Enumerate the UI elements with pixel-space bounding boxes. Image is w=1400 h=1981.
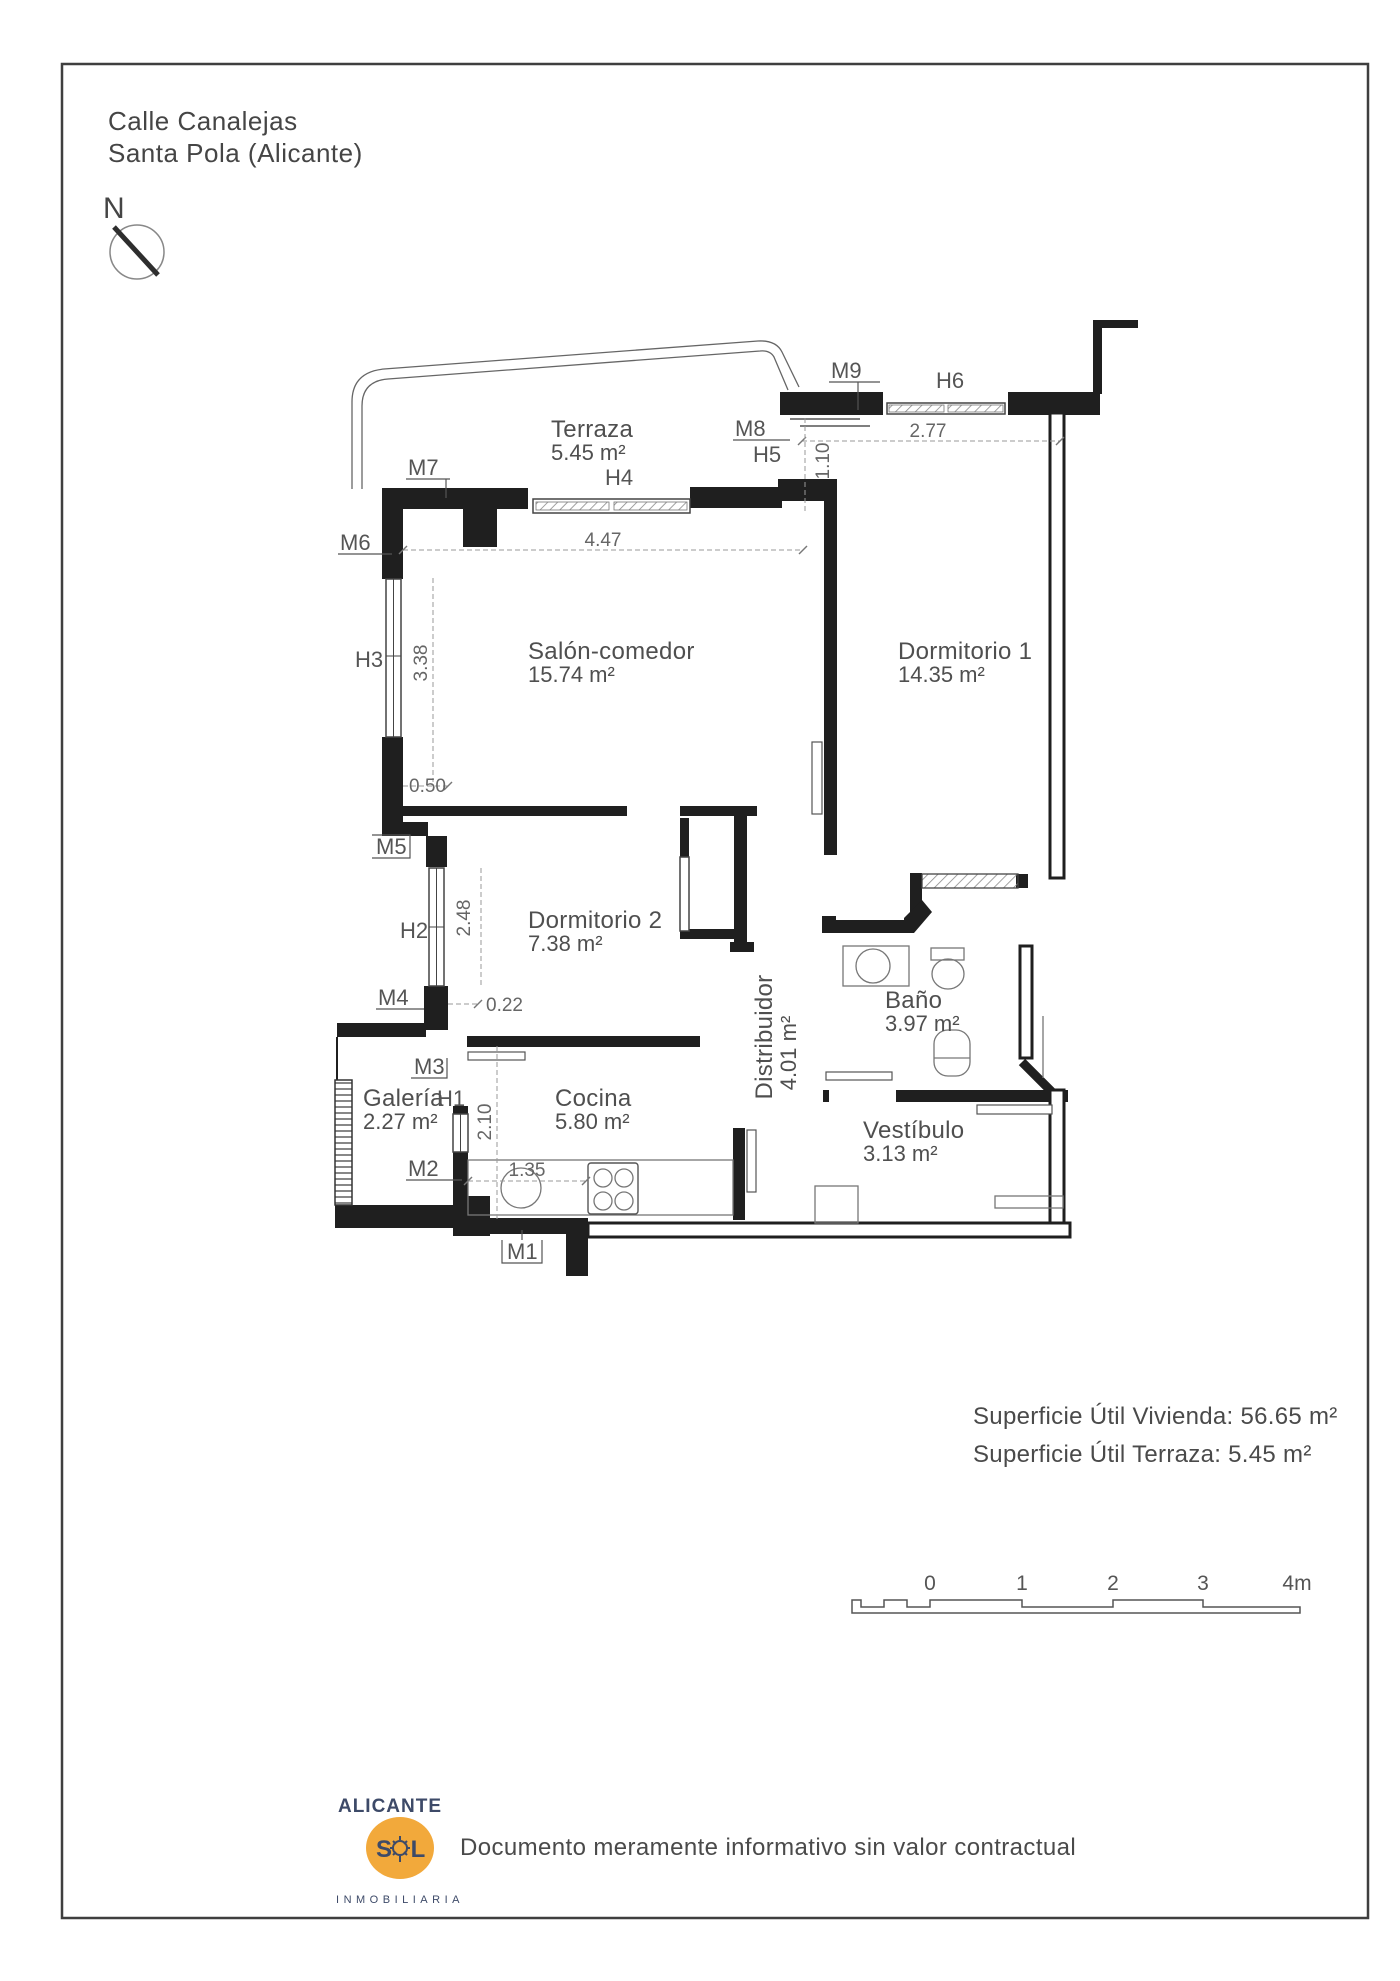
- dim-248: 2.48: [454, 899, 475, 937]
- dim-022: 0.22: [486, 995, 523, 1016]
- logo-sol-s: S: [375, 1836, 393, 1863]
- dim-110: 1.10: [813, 442, 834, 480]
- label-m9: M9: [831, 358, 862, 383]
- page-border: [62, 64, 1368, 1918]
- room-area-terraza: 5.45 m²: [551, 440, 626, 465]
- label-h5: H5: [753, 442, 782, 467]
- bano-toilet-bowl: [932, 959, 964, 989]
- label-h4: H4: [605, 465, 634, 490]
- dim-135: 1.35: [508, 1160, 546, 1181]
- room-area-cocina: 5.80 m²: [555, 1109, 630, 1134]
- label-m5: M5: [376, 834, 407, 859]
- label-m8: M8: [735, 416, 766, 441]
- door-leaf-bano: [826, 1072, 892, 1080]
- room-label-cocina: Cocina: [555, 1085, 632, 1112]
- north-needle: [114, 227, 158, 275]
- bano-sink-counter: [843, 946, 909, 986]
- window-h1: [453, 1114, 468, 1152]
- room-area-bano: 3.97 m²: [885, 1011, 960, 1036]
- logo-alicante-text: ALICANTE: [337, 1796, 443, 1817]
- summary-line1: Superficie Útil Vivienda: 56.65 m²: [973, 1403, 1338, 1430]
- bano-toilet-tank: [931, 948, 964, 960]
- window-h3: [386, 579, 401, 737]
- room-area-vestibulo: 3.13 m²: [863, 1141, 938, 1166]
- wardrobe-dorm1: [922, 874, 1018, 888]
- label-h3: H3: [355, 647, 384, 672]
- door-leaf-dormitorio1: [812, 742, 822, 814]
- scale-4m: 4m: [1282, 1572, 1312, 1595]
- scale-3: 3: [1197, 1572, 1209, 1595]
- dim-447: 4.47: [584, 530, 622, 551]
- room-label-terraza: Terraza: [551, 416, 634, 443]
- label-m3: M3: [414, 1054, 445, 1079]
- scale-1: 1: [1016, 1572, 1028, 1595]
- north-label: N: [103, 192, 126, 225]
- room-area-salon: 15.74 m²: [528, 662, 615, 687]
- room-label-dormitorio1: Dormitorio 1: [898, 638, 1033, 665]
- logo-sol-l: L: [410, 1836, 426, 1863]
- room-area-galeria: 2.27 m²: [363, 1109, 438, 1134]
- room-label-salon: Salón-comedor: [528, 638, 695, 665]
- scale-bar: [852, 1572, 1312, 1613]
- door-leaf-cocina: [747, 1130, 756, 1192]
- room-label-bano: Baño: [885, 987, 943, 1014]
- dim-210: 2.10: [475, 1103, 496, 1141]
- room-label-distribuidor: Distribuidor: [751, 974, 778, 1100]
- floorplan-drawing: [335, 320, 1138, 1276]
- label-h2: H2: [400, 918, 429, 943]
- label-m6: M6: [340, 530, 371, 555]
- window-h2: [429, 868, 444, 986]
- label-h1: H1: [437, 1086, 466, 1111]
- window-h5-terrace-door: [790, 419, 870, 426]
- room-label-vestibulo: Vestíbulo: [863, 1117, 965, 1144]
- bano-sink: [856, 949, 890, 983]
- dim-277: 2.77: [909, 421, 947, 442]
- label-m2: M2: [408, 1156, 439, 1181]
- room-label-galeria: Galería: [363, 1085, 444, 1112]
- disclaimer-text: Documento meramente informativo sin valor contractual: [460, 1834, 1077, 1861]
- label-h6: H6: [936, 368, 965, 393]
- north-arrow: [103, 192, 164, 279]
- scale-bar-shape: [852, 1600, 1300, 1613]
- window-h6: [887, 403, 1005, 414]
- label-m4: M4: [378, 985, 409, 1010]
- header-block: [108, 106, 363, 168]
- window-h4: [533, 499, 690, 513]
- scale-2: 2: [1107, 1572, 1119, 1595]
- dim-050: 0.50: [409, 776, 446, 797]
- dim-338: 3.38: [411, 644, 432, 682]
- logo-inmobiliaria-text: INMOBILIARIA: [336, 1894, 464, 1906]
- room-label-dormitorio2: Dormitorio 2: [528, 907, 663, 934]
- label-m7: M7: [408, 455, 439, 480]
- address-line1: Calle Canalejas: [108, 106, 298, 136]
- footer-block: [336, 1796, 1076, 1906]
- label-m1: M1: [507, 1239, 538, 1264]
- entry-steps: [815, 1186, 1063, 1223]
- wardrobe-dorm2-door: [680, 857, 689, 931]
- summary-block: [973, 1403, 1338, 1468]
- bano-bidet: [934, 1030, 970, 1076]
- galeria-louver-wall: [335, 1080, 352, 1205]
- room-area-dormitorio2: 7.38 m²: [528, 931, 603, 956]
- address-line2: Santa Pola (Alicante): [108, 138, 363, 168]
- room-area-dormitorio1: 14.35 m²: [898, 662, 985, 687]
- summary-line2: Superficie Útil Terraza: 5.45 m²: [973, 1441, 1312, 1468]
- room-area-distribuidor: 4.01 m²: [776, 1015, 801, 1091]
- scale-0: 0: [924, 1572, 936, 1595]
- door-leaf-vestibulo: [977, 1105, 1052, 1114]
